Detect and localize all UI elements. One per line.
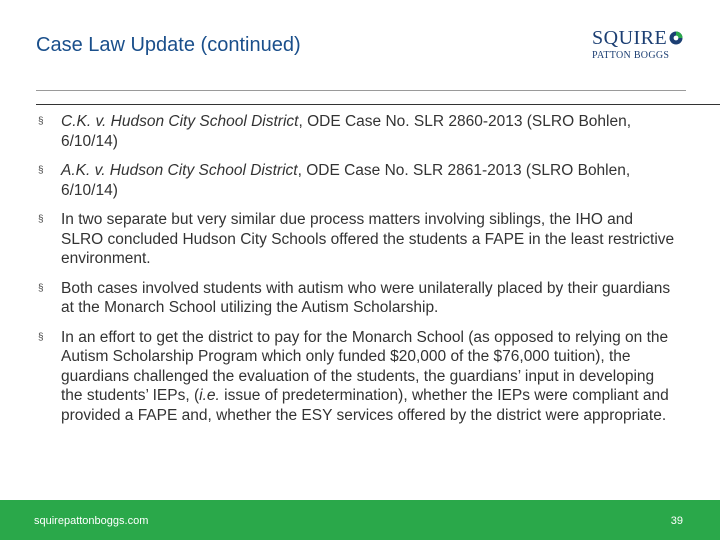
bullet-text: , ODE Case No. SLR 2860-2013 (SLRO Bohlen, 6/10/14) [61,113,632,150]
bullet-text-italic: i.e. [199,387,220,404]
company-logo [592,28,692,68]
bullet-text: issue of predetermination), whether the IEPs were compliant and provided a FAPE and, whether the ESY services offered by the district were appropriate. [61,387,669,424]
logo-mark-icon [669,31,683,45]
bullet-marker: § [38,165,44,176]
header-divider-secondary [36,104,720,105]
bullet-marker: § [38,282,44,294]
bullet-item [38,161,678,200]
logo-line1: SQUIRE [592,27,668,49]
bullet-item [38,328,678,426]
bullet-marker: § [38,214,44,225]
bullet-item [38,210,678,269]
slide-title: Case Law Update (continued) [36,34,301,56]
bullet-text: , ODE Case No. SLR 2861-2013 (SLRO Bohlen, 6/10/14) [61,162,631,199]
bullet-list [38,112,678,435]
bullet-marker: § [38,116,44,127]
bullet-text-italic: A.K. v. Hudson City School District [61,162,298,179]
header-divider [36,90,686,91]
footer-url[interactable]: squirepattonboggs.com [34,515,149,527]
logo-wordmark [592,28,692,48]
bullet-item [38,279,678,318]
page-number: 39 [670,515,683,527]
bullet-text: In an effort to get the district to pay for the Monarch School (as opposed to relying on the Autism Scholarship Program which only funded $20,000 of the $76,000 tuition), the guardians challenged the evaluation of the students, the guardians’ input in developing the students’ IEPs, ( [61,328,669,404]
bullet-item [38,112,678,151]
bullet-text: Both cases involved students with autism who were unilaterally placed by their guardians at the Monarch School utilizing the Autism Scholarship. [61,279,671,316]
bullet-text-italic: C.K. v. Hudson City School District [61,113,299,130]
footer-bar [0,500,720,540]
bullet-text: In two separate but very similar due process matters involving siblings, the IHO and SLRO concluded Hudson City Schools offered the students a FAPE in the least restrictive environment. [61,211,675,267]
bullet-marker: § [38,331,44,343]
logo-line2: PATTON BOGGS [592,50,670,61]
